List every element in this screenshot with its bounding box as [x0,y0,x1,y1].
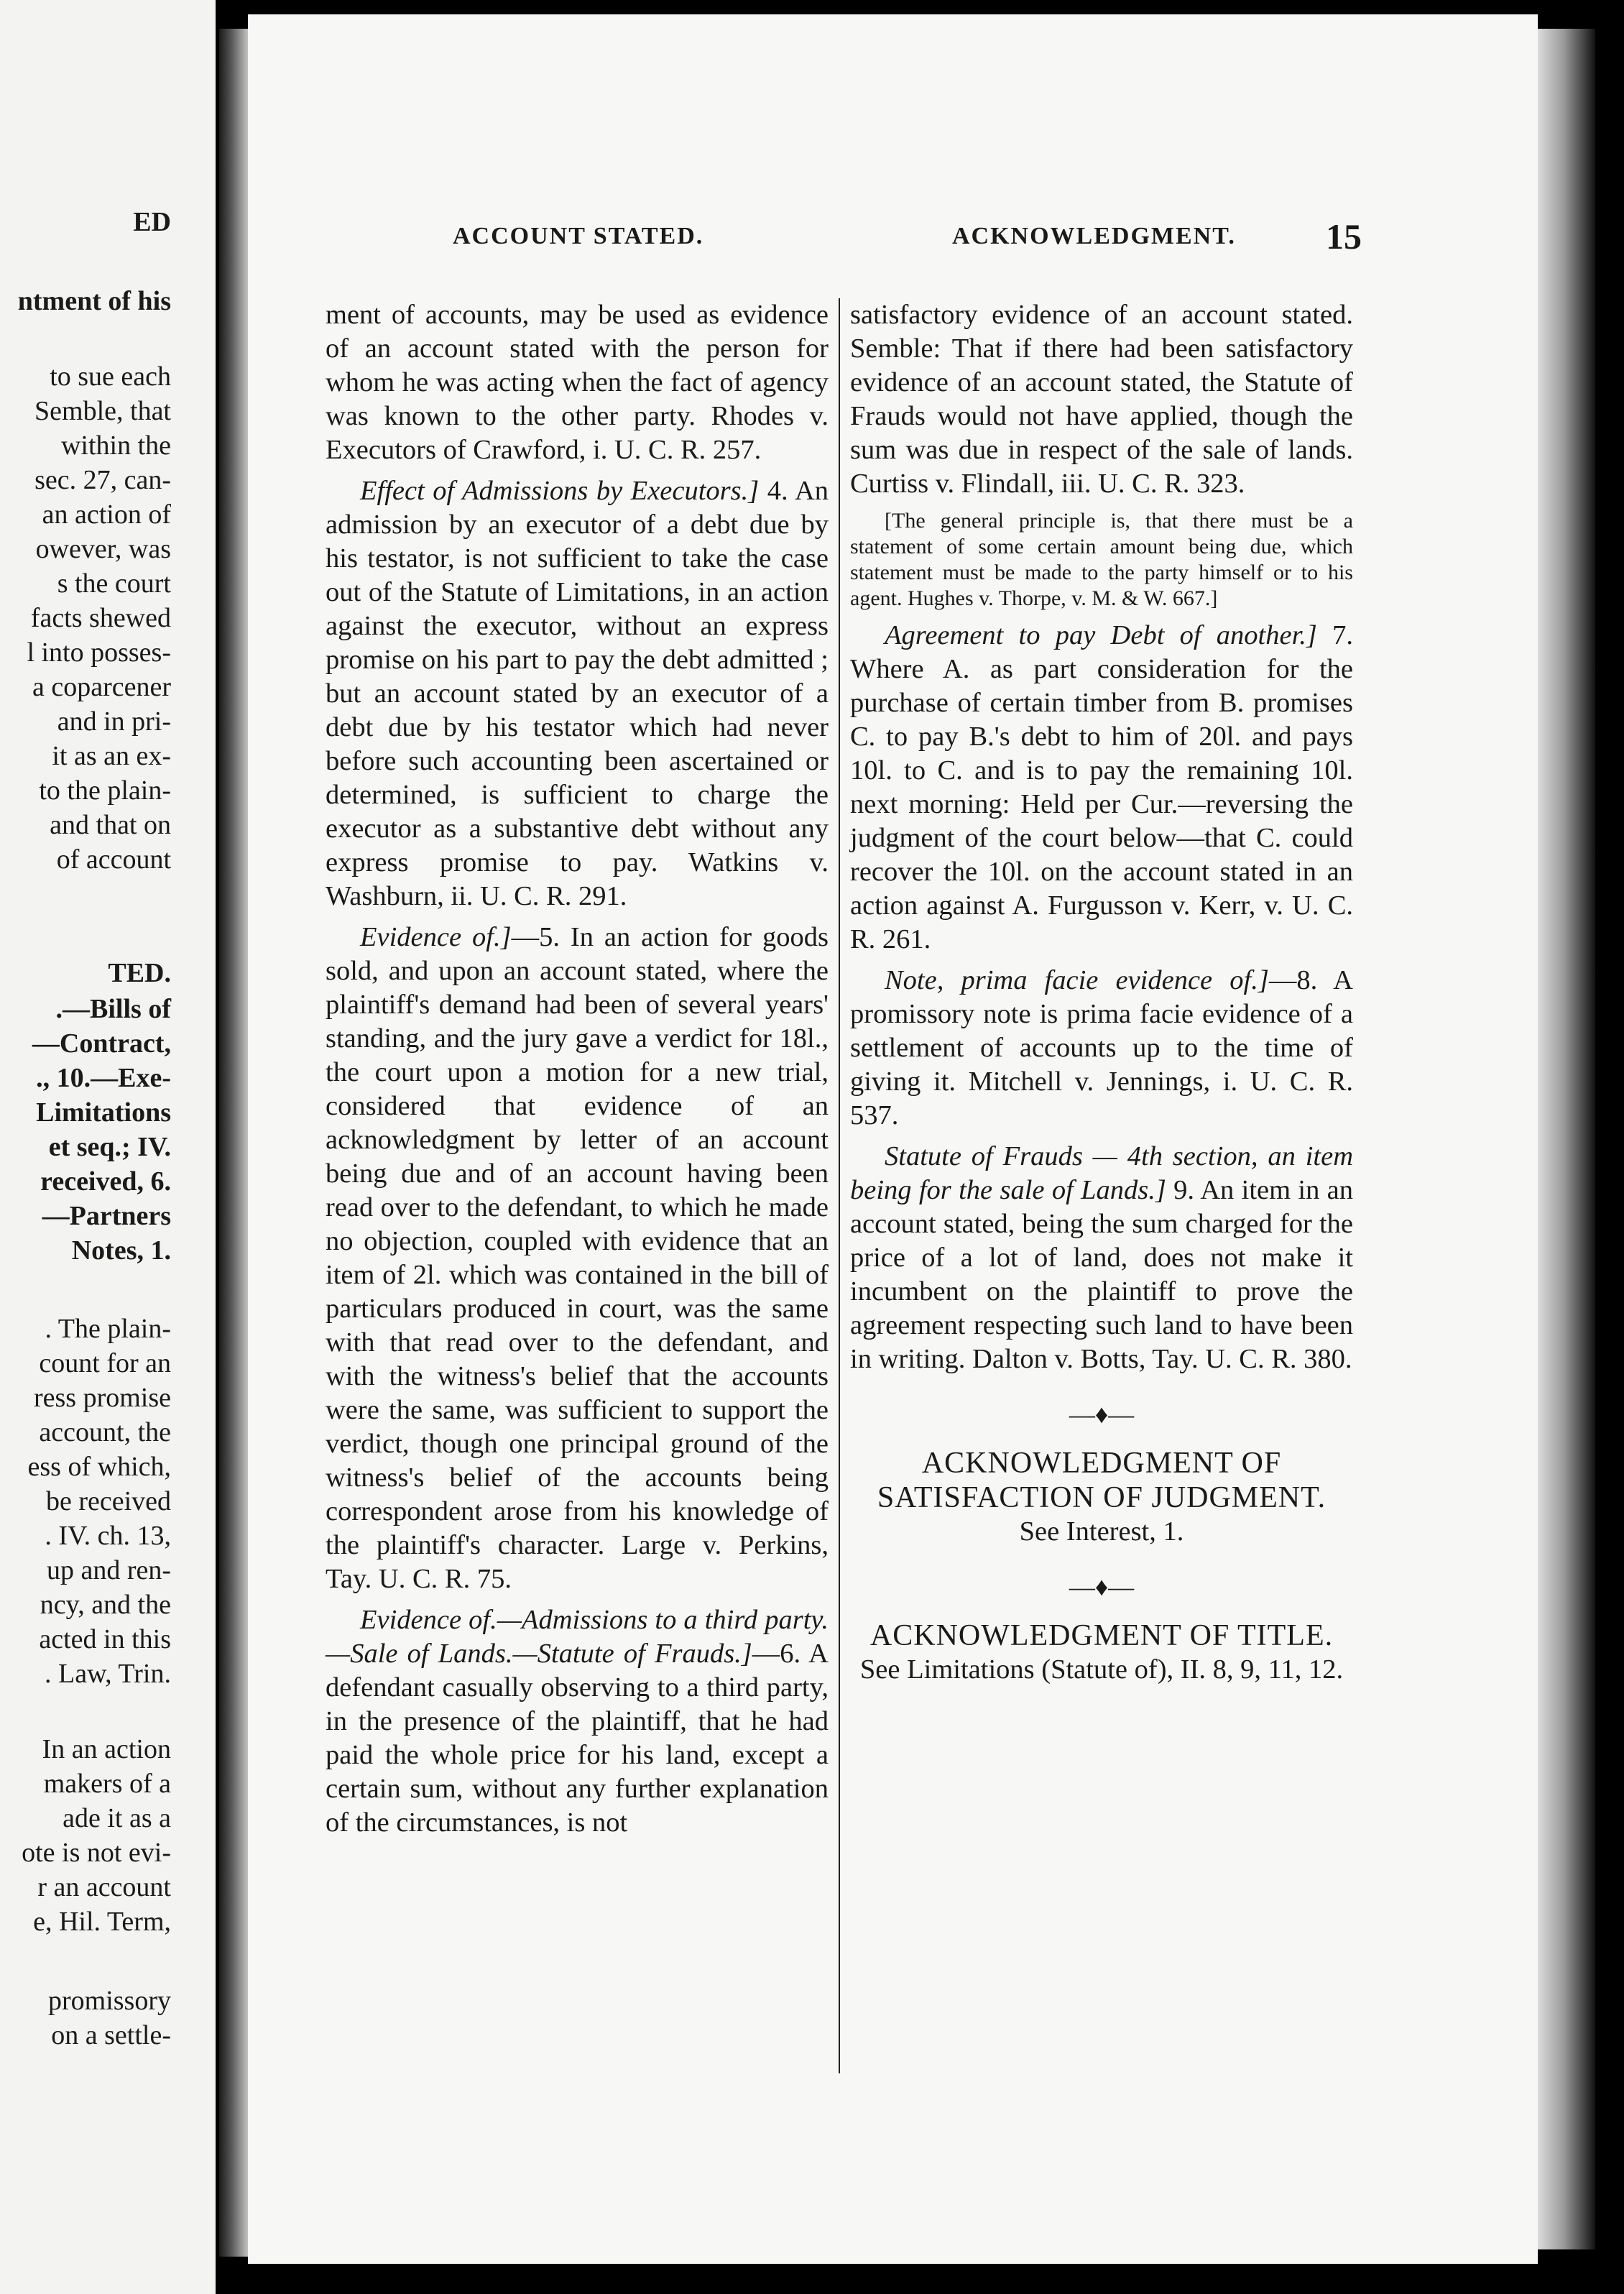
facing-page-line: within the [60,430,171,461]
cross-reference: See Limitations (Statute of), II. 8, 9, 11, 12. [859,1654,1344,1685]
note: [The general principle is, that there must be a statement of some certain amount being due, which statement must be made to the party himself or to his agent. Hughes v. Thorpe, v. M. & W. 667.] [850,509,1353,610]
paragraph [850,1140,1353,1376]
paragraph: satisfactory evidence of an account stated. Semble: That if there had been satisfactory evidence of an account stated, the Statute of Frauds would not have applied, though the sum was due in respect of the sale of lands. Curtiss v. Flindall, iii. U. C. R. 323. [850,300,1353,499]
ornament-rule: —♦— [1069,1572,1135,1601]
facing-page [0,0,216,2294]
facing-page-line: on a settle- [51,2020,171,2050]
facing-page-line: .—Bills of [55,994,171,1024]
facing-page-line: makers of a [43,1769,171,1799]
heading: ACKNOWLEDGMENT OF TITLE. [869,1619,1334,1652]
facing-page-line: an action of [42,499,171,530]
facing-page-line: owever, was [35,534,171,564]
facing-page-line: it as an ex- [52,741,171,771]
facing-page-line: and in pri- [57,706,171,737]
facing-page-line: facts shewed [30,603,171,633]
paragraph [850,619,1353,957]
facing-page-line: ncy, and the [40,1590,171,1620]
facing-page-line: In an action [42,1734,171,1764]
facing-page-line: Notes, 1. [71,1235,171,1266]
page-edge [1538,29,1595,2249]
page-number: 15 [1326,216,1362,257]
facing-page-line: Semble, that [34,396,171,426]
facing-page-line: ote is not evi- [22,1838,171,1868]
facing-page-line: . Law, Trin. [45,1659,171,1689]
section-title: Agreement to pay Debt of another.] [885,620,1317,650]
column-left [326,298,829,1847]
paragraph-text: 4. An admission by an executor of a debt due by his testator, is not sufficient to take the case out of the Statute of Limitations, in an action against the executor, without an express promise on his part to pay the debt admitted ; but an account stated by an executor of a debt due by his testator which had never before such accounting been ascertained or determined, is sufficient to charge the executor as a substantive debt without any express promise to pay. Watkins v. Washburn, ii. U. C. R. 291. [326,476,829,911]
facing-page-line: ntment of his [17,286,171,316]
section-title: Effect of Admissions by Executors.] [360,476,760,506]
facing-page-line: Limitations [36,1097,171,1128]
facing-page-line: up and ren- [46,1555,171,1585]
facing-page-line: ade it as a [63,1803,171,1833]
column-divider [839,298,840,2073]
facing-page-line: be received [45,1486,171,1516]
paragraph [850,964,1353,1133]
column-right [850,298,1353,1687]
facing-page-line: l into posses- [27,637,171,668]
facing-page-line: s the court [57,568,171,599]
facing-page-line: to the plain- [39,775,171,806]
heading: ACKNOWLEDGMENT OF SATISFACTION OF JUDGMENT. [877,1447,1327,1514]
facing-page-line: to sue each [50,361,171,392]
facing-page-line: and that on [50,810,171,840]
facing-page-line: ED [133,207,171,237]
facing-page-line: promissory [48,1986,171,2016]
facing-page-line: account, the [39,1417,171,1447]
section-title: Note, prima facie evidence of.] [885,965,1269,995]
facing-page-line: r an account [37,1872,171,1902]
ornament-rule: —♦— [1069,1400,1135,1429]
paragraph-text: —5. In an action for goods sold, and upon an account stated, where the plaintiff's demand had been of several years' standing, and the jury gave a verdict for 18l., the court upon a motion for a new trial, considered that evidence of an acknowledgment by letter of an account being due and of an account having been read over to the defendant, to which he made no objection, coupled with evidence that an item of 2l. which was contained in the bill of particulars produced in court, was the same with that read over to the defendant, and with the witness's belief that the accounts were the same, was sufficient to support the verdict, though one principal ground of the witness's belief of the accounts being correspondent arose from his knowledge of the plaintiff's character. Large v. Perkins, Tay. U. C. R. 75. [326,922,829,1594]
running-header-left: ACCOUNT STATED. [453,223,704,249]
section-title: Evidence of.—Admissions to a third party.—Sale of Lands.—Statute of Frauds.] [326,1605,829,1669]
cross-reference: See Interest, 1. [1019,1516,1184,1547]
facing-page-line: e, Hil. Term, [33,1907,171,1937]
facing-page-line: ., 10.—Exe- [36,1063,171,1093]
paragraph [326,474,829,913]
facing-page-line: ess of which, [27,1452,171,1482]
section-title: Statute of Frauds — 4th section, an item being for the sale of Lands.] [850,1141,1353,1205]
paragraph: ment of accounts, may be used as evidence of an account stated with the person for whom he was acting when the fact of agency was known to the other party. Rhodes v. Executors of Crawford, i. U. C. R. 257. [326,300,829,465]
paragraph [326,921,829,1596]
facing-page-line: of account [56,844,171,875]
facing-page-line: —Partners [42,1201,171,1231]
running-header-right: ACKNOWLEDGMENT. [952,223,1236,249]
paragraph [326,1603,829,1840]
facing-page-line: —Contract, [32,1028,171,1059]
paragraph-text: 7. Where A. as part consideration for the purchase of certain timber from B. promises C. to pay B.'s debt to him of 20l. and pays 10l. to C. and is to pay the remaining 10l. next morning: Held per Cur.—reversing the judgment of the court below—that C. could recover the 10l. on the account stated in an action against A. Furgusson v. Kerr, v. U. C. R. 261. [850,620,1354,954]
facing-page-line: et seq.; IV. [48,1132,171,1162]
facing-page-line: . The plain- [45,1314,171,1344]
facing-page-line: sec. 27, can- [34,465,171,495]
facing-page-line: a coparcener [32,672,171,702]
facing-page-line: TED. [108,958,171,988]
paragraph-text: 9. An item in an account stated, being the sum charged for the price of a lot of land, does not make it incumbent on the plaintiff to prove the agreement respecting such land to have been in writing. Dalton v. Botts, Tay. U. C. R. 380. [850,1175,1353,1374]
paragraph-text: —6. A defendant casually observing to a third party, in the presence of the plaintiff, that he had paid the whole price for his land, except a certain sum, without any further explanation of the circumstances, is not [326,1639,829,1838]
section-title: Evidence of.] [360,922,512,952]
facing-page-line: acted in this [39,1624,171,1654]
paragraph-text: —8. A promissory note is prima facie evidence of a settlement of accounts up to the time of giving it. Mitchell v. Jennings, i. U. C. R. 537. [850,965,1353,1130]
facing-page-line: count for an [39,1348,171,1378]
facing-page-line: . IV. ch. 13, [45,1521,171,1551]
facing-page-line: received, 6. [40,1166,171,1197]
facing-page-line: ress promise [33,1383,171,1413]
